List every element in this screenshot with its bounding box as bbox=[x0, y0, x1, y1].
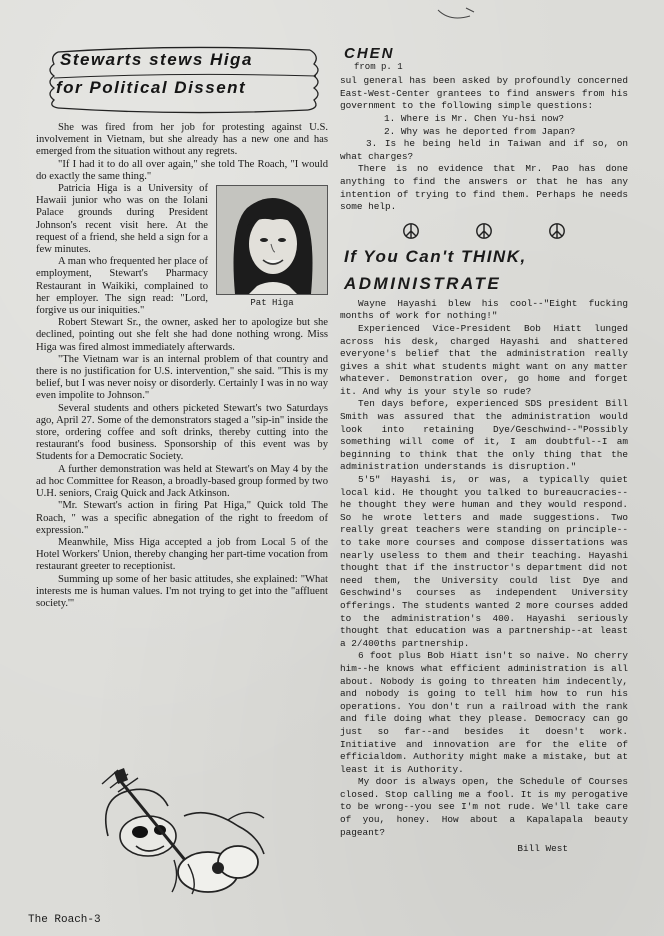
page-footer-label: The Roach-3 bbox=[28, 914, 101, 926]
continued-from-label: from p. 1 bbox=[354, 61, 403, 72]
article-paragraph: Several students and others picketed Stewart's two Saturdays ago, April 27. Some of the demonstrators staged a "sip-in" inside the store, ordering coffee and soft drinks, thereby cutting into the restaurant's food business. Sponsorship of this event was by Students for a Democratic Society. bbox=[36, 402, 328, 463]
admin-paragraph: My door is always open, the Schedule of Courses closed. Stop calling me a fool. It is my perogative to be wrong--you see I'm not rude. We'll take care of you, honey. How about a Kapalapala beauty pageant? bbox=[340, 776, 628, 838]
admin-paragraph: Ten days before, experienced SDS president Bill Smith was assured that the administration would look into retaining Dye/Geschwind--"Possibly something will come of it, I am doubtful--I am beginning to think that the only thing that the administration understands is disruption." bbox=[340, 398, 628, 473]
article-paragraph: "The Vietnam war is an internal problem of that country and there is no justification for U.S. intervention," she said. "This is my belief, but I was never noisy or disorderly. Certainly I was in no way even impolite to Johnson." bbox=[36, 353, 328, 402]
article-paragraph: Patricia Higa is a University of Hawaii junior who was on the Iolani Palace grounds during President Johnson's recent visit here. At the request of a friend, she held a sign for a few minutes. bbox=[36, 183, 208, 256]
chen-question: 3. Is he being held in Taiwan and if so, on what charges? bbox=[340, 138, 628, 162]
article-paragraph: A further demonstration was held at Stewart's on May 4 by the ad hoc Committee for Reason, a broadly-based group formed by two U.H. seniors, Craig Quick and Jack Atkinson. bbox=[36, 463, 328, 500]
article-paragraph: She was fired from her job for protesting against U.S. involvement in Vietnam, but she already has a new one and has emerged from the situation without any regrets. bbox=[36, 122, 328, 158]
admin-paragraph: Wayne Hayashi blew his cool--"Eight fucking months of work for nothing!" bbox=[340, 297, 628, 322]
admin-paragraph: 6 foot plus Bob Hiatt isn't so naive. No cherry him--he knows what efficient administration is all about. Nobody is going to threaten him indecently, and nobody is going to tell him how to run his operations. You don't run a railroad with the rank and file doing what they please. Democracy can go just so far--and besides it doesn't work. Initiative and innovation are for the elite of efficialdom. Authority might make a mistake, but at least it is Authority. bbox=[340, 650, 628, 775]
left-column-article bbox=[36, 42, 328, 610]
headline-line-2: for Political Dissent bbox=[56, 78, 247, 97]
chen-headline: CHEN bbox=[344, 45, 395, 62]
admin-headline-line-2: ADMINISTRATE bbox=[344, 273, 502, 293]
peace-symbol-row bbox=[374, 222, 594, 240]
peace-symbol-icon bbox=[402, 222, 420, 240]
article-paragraph: "Mr. Stewart's action in firing Pat Higa," Quick told The Roach, " was a specific abnegation of the right to freedom of expression." bbox=[36, 500, 328, 536]
admin-paragraph: Experienced Vice-President Bob Hiatt lunged across his desk, charged Hayashi and shattered everyone's belief that the administration really gives a shit what students might want on any matter whatever. Demonstration over, go home and forget it. And why is your style so rude? bbox=[340, 322, 628, 397]
guitar-cartoon-drawing bbox=[88, 766, 278, 896]
chen-paragraph: sul general has been asked by profoundly concerned East-West-Center grantees to find answers from his government to the following simple questions: bbox=[340, 75, 628, 112]
right-column-articles bbox=[340, 45, 628, 856]
photo-block bbox=[216, 185, 328, 309]
article-paragraph: Summing up some of her basic attitudes, she explained: "What interests me is human values. I'm not trying to get into the "affluent society.'" bbox=[36, 573, 328, 609]
peace-symbol-icon bbox=[548, 222, 566, 240]
chen-closing-paragraph: There is no evidence that Mr. Pao has done anything to find the answers or that he has any intention of trying to find them. Perhaps he needs some help. bbox=[340, 163, 628, 213]
article-paragraph: "If I had it to do all over again," she told The Roach, "I would do exactly the same thing." bbox=[36, 158, 328, 182]
portrait-photo bbox=[216, 185, 328, 295]
photo-caption: Pat Higa bbox=[250, 298, 294, 309]
headline-box bbox=[40, 42, 328, 114]
admin-headline-line-1: If You Can't THINK, bbox=[344, 246, 527, 266]
article-paragraph: Robert Stewart Sr., the owner, asked her to apologize but she declined, pointing out she felt she had done nothing wrong. Miss Higa was fired almost immediately afterwards. bbox=[36, 317, 328, 353]
chen-question: 1. Where is Mr. Chen Yu-hsi now? bbox=[384, 112, 565, 124]
pen-mark-decoration bbox=[436, 6, 476, 26]
chen-question: 2. Why was he deported from Japan? bbox=[384, 125, 576, 137]
article-paragraph: A man who frequented her place of employment, Stewart's Pharmacy Restaurant in Waikiki, complained to her employer. The sign read: "Lord, forgive us our iniquities." bbox=[36, 256, 208, 317]
article-paragraph: Meanwhile, Miss Higa accepted a job from Local 5 of the Hotel Workers' Union, thereby changing her part-time vocation from restaurant greeter to receptionist. bbox=[36, 536, 328, 573]
admin-paragraph: 5'5" Hayashi is, or was, a typically quiet local kid. He thought you talked to bureaucracies--he thought they were human and they would respond. So he wrote letters and made suggestions. Two really great teachers were standing on principle--to take more courses and compose dissertations was nearly useless to them and their teaching. Hayashi thought that if the instructor's department did not need them, the University could list Dye and Geschwind's courses as independent University offerings. The students wanted 2 more courses added to the administration's 400. Hayashi seriously thought that education was a partnership--at least a 2/400ths partnership. bbox=[340, 474, 628, 649]
author-signature: Bill West bbox=[517, 843, 568, 855]
portrait-illustration bbox=[217, 186, 327, 294]
peace-symbol-icon bbox=[475, 222, 493, 240]
headline-line-1: Stewarts stews Higa bbox=[60, 50, 253, 69]
